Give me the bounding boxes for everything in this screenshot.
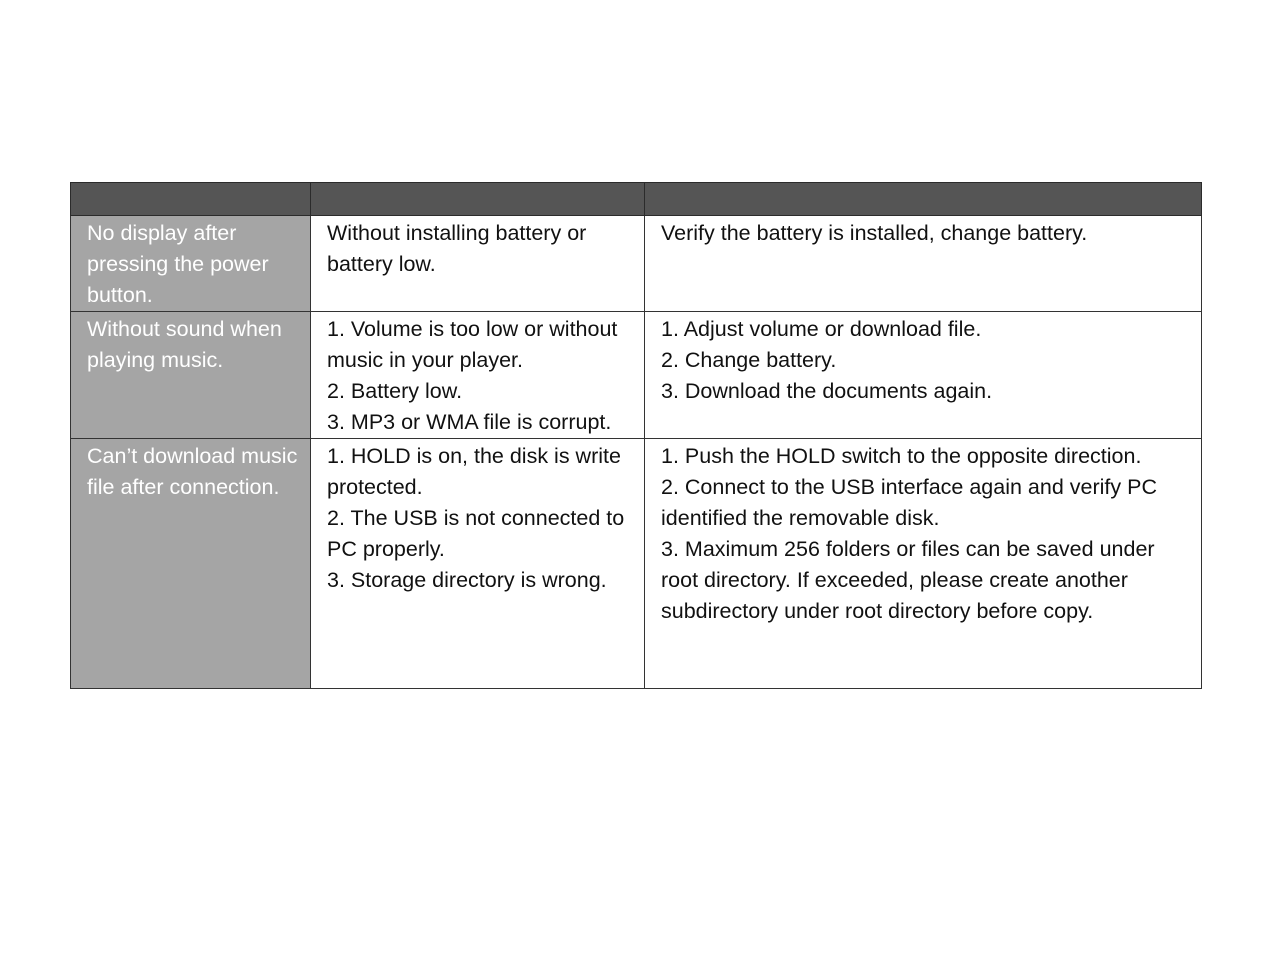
header-cause [311,183,645,216]
cause-cell [311,216,645,312]
solution-item: 3. Maximum 256 folders or files can be saved under root directory. If exceeded, please create another subdirectory under root directory before copy. [661,537,1155,623]
symptom-text: No display after pressing the power button. [87,221,269,307]
solution-item: 3. Download the documents again. [661,379,993,403]
cause-item: 2. The USB is not connected to PC properly. [327,506,625,561]
cause-item: 1. Volume is too low or without music in your player. [327,317,618,372]
cause-item: 2. Battery low. [327,379,463,403]
troubleshooting-table [70,182,1202,689]
symptom-cell [71,439,311,689]
table-row [71,312,1202,439]
table-header-row [71,183,1202,216]
cause-item: 1. HOLD is on, the disk is write protected. [327,444,621,499]
header-solution [645,183,1202,216]
solution-cell [645,439,1202,689]
cause-text: Without installing battery or battery low. [327,221,587,276]
solution-cell [645,312,1202,439]
solution-text: Verify the battery is installed, change battery. [661,221,1088,245]
table-row [71,439,1202,689]
troubleshooting-table-container [70,182,1201,689]
cause-item: 3. Storage directory is wrong. [327,568,607,592]
header-symptom [71,183,311,216]
cause-cell [311,312,645,439]
solution-item: 2. Connect to the USB interface again and verify PC identified the removable disk. [661,475,1157,530]
cause-item: 3. MP3 or WMA file is corrupt. [327,410,612,434]
solution-item: 1. Push the HOLD switch to the opposite direction. [661,444,1142,468]
symptom-text: Can’t download music file after connection. [87,444,298,499]
table-row [71,216,1202,312]
symptom-cell [71,216,311,312]
symptom-text: Without sound when playing music. [87,317,282,372]
cause-cell [311,439,645,689]
symptom-cell [71,312,311,439]
solution-item: 1. Adjust volume or download file. [661,317,982,341]
solution-item: 2. Change battery. [661,348,837,372]
solution-cell [645,216,1202,312]
